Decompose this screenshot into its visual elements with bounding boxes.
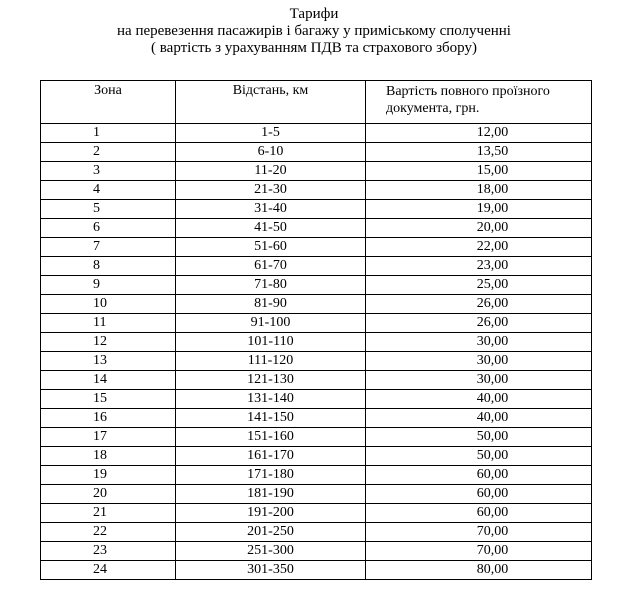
table-row [41,181,592,200]
header-row [41,81,592,124]
zone-cell: 23 [41,542,176,561]
distance-cell: 81-90 [176,295,366,314]
distance-cell: 101-110 [176,333,366,352]
zone-cell: 24 [41,561,176,580]
price-cell: 40,00 [366,409,592,428]
zone-cell: 10 [41,295,176,314]
price-cell: 60,00 [366,485,592,504]
zone-cell: 8 [41,257,176,276]
price-cell: 70,00 [366,523,592,542]
distance-cell: 91-100 [176,314,366,333]
price-cell: 12,00 [366,124,592,143]
zone-cell: 11 [41,314,176,333]
table-row [41,371,592,390]
table-row [41,333,592,352]
distance-cell: 141-150 [176,409,366,428]
distance-cell: 161-170 [176,447,366,466]
distance-cell: 181-190 [176,485,366,504]
price-cell: 13,50 [366,143,592,162]
zone-cell: 4 [41,181,176,200]
table-row [41,428,592,447]
zone-cell: 14 [41,371,176,390]
table-row [41,447,592,466]
document-heading [0,6,628,57]
document-title: Тарифи [289,6,339,22]
zone-cell: 19 [41,466,176,485]
price-cell: 50,00 [366,428,592,447]
price-cell: 60,00 [366,504,592,523]
distance-cell: 111-120 [176,352,366,371]
price-cell: 25,00 [366,276,592,295]
price-cell: 23,00 [366,257,592,276]
price-cell: 20,00 [366,219,592,238]
price-cell: 50,00 [366,447,592,466]
tariff-table [40,80,592,580]
price-cell: 26,00 [366,295,592,314]
tariff-table-body [41,124,592,580]
distance-cell: 71-80 [176,276,366,295]
table-row [41,200,592,219]
distance-cell: 31-40 [176,200,366,219]
zone-cell: 6 [41,219,176,238]
table-row [41,561,592,580]
zone-cell: 9 [41,276,176,295]
table-row [41,409,592,428]
distance-cell: 151-160 [176,428,366,447]
table-row [41,485,592,504]
table-row [41,276,592,295]
price-cell: 18,00 [366,181,592,200]
price-cell: 22,00 [366,238,592,257]
price-cell: 26,00 [366,314,592,333]
table-row [41,352,592,371]
distance-cell: 301-350 [176,561,366,580]
distance-cell: 191-200 [176,504,366,523]
table-row [41,504,592,523]
distance-cell: 251-300 [176,542,366,561]
table-row [41,542,592,561]
zone-cell: 3 [41,162,176,181]
header-distance: Відстань, км [176,81,366,124]
zone-cell: 5 [41,200,176,219]
table-row [41,238,592,257]
price-cell: 70,00 [366,542,592,561]
table-row [41,314,592,333]
zone-cell: 2 [41,143,176,162]
zone-cell: 12 [41,333,176,352]
price-cell: 80,00 [366,561,592,580]
zone-cell: 20 [41,485,176,504]
table-row [41,162,592,181]
distance-cell: 131-140 [176,390,366,409]
zone-cell: 22 [41,523,176,542]
distance-cell: 201-250 [176,523,366,542]
price-cell: 40,00 [366,390,592,409]
distance-cell: 6-10 [176,143,366,162]
price-cell: 15,00 [366,162,592,181]
price-cell: 19,00 [366,200,592,219]
table-row [41,466,592,485]
table-row [41,143,592,162]
table-row [41,219,592,238]
zone-cell: 7 [41,238,176,257]
header-zone: Зона [41,81,176,124]
price-cell: 60,00 [366,466,592,485]
table-row [41,295,592,314]
zone-cell: 16 [41,409,176,428]
zone-cell: 21 [41,504,176,523]
distance-cell: 121-130 [176,371,366,390]
table-row [41,257,592,276]
document-note: ( вартість з урахуванням ПДВ та страхового збору) [151,40,477,56]
zone-cell: 15 [41,390,176,409]
price-cell: 30,00 [366,333,592,352]
table-row [41,523,592,542]
zone-cell: 1 [41,124,176,143]
distance-cell: 11-20 [176,162,366,181]
zone-cell: 17 [41,428,176,447]
zone-cell: 13 [41,352,176,371]
distance-cell: 41-50 [176,219,366,238]
zone-cell: 18 [41,447,176,466]
distance-cell: 1-5 [176,124,366,143]
distance-cell: 21-30 [176,181,366,200]
distance-cell: 51-60 [176,238,366,257]
price-cell: 30,00 [366,352,592,371]
document-subtitle: на перевезення пасажирів і багажу у приміському сполученні [117,23,511,39]
tariff-table-header [41,81,592,124]
distance-cell: 171-180 [176,466,366,485]
header-price: Вартість повного проїзного документа, грн. [366,81,592,124]
table-row [41,124,592,143]
price-cell: 30,00 [366,371,592,390]
distance-cell: 61-70 [176,257,366,276]
table-row [41,390,592,409]
